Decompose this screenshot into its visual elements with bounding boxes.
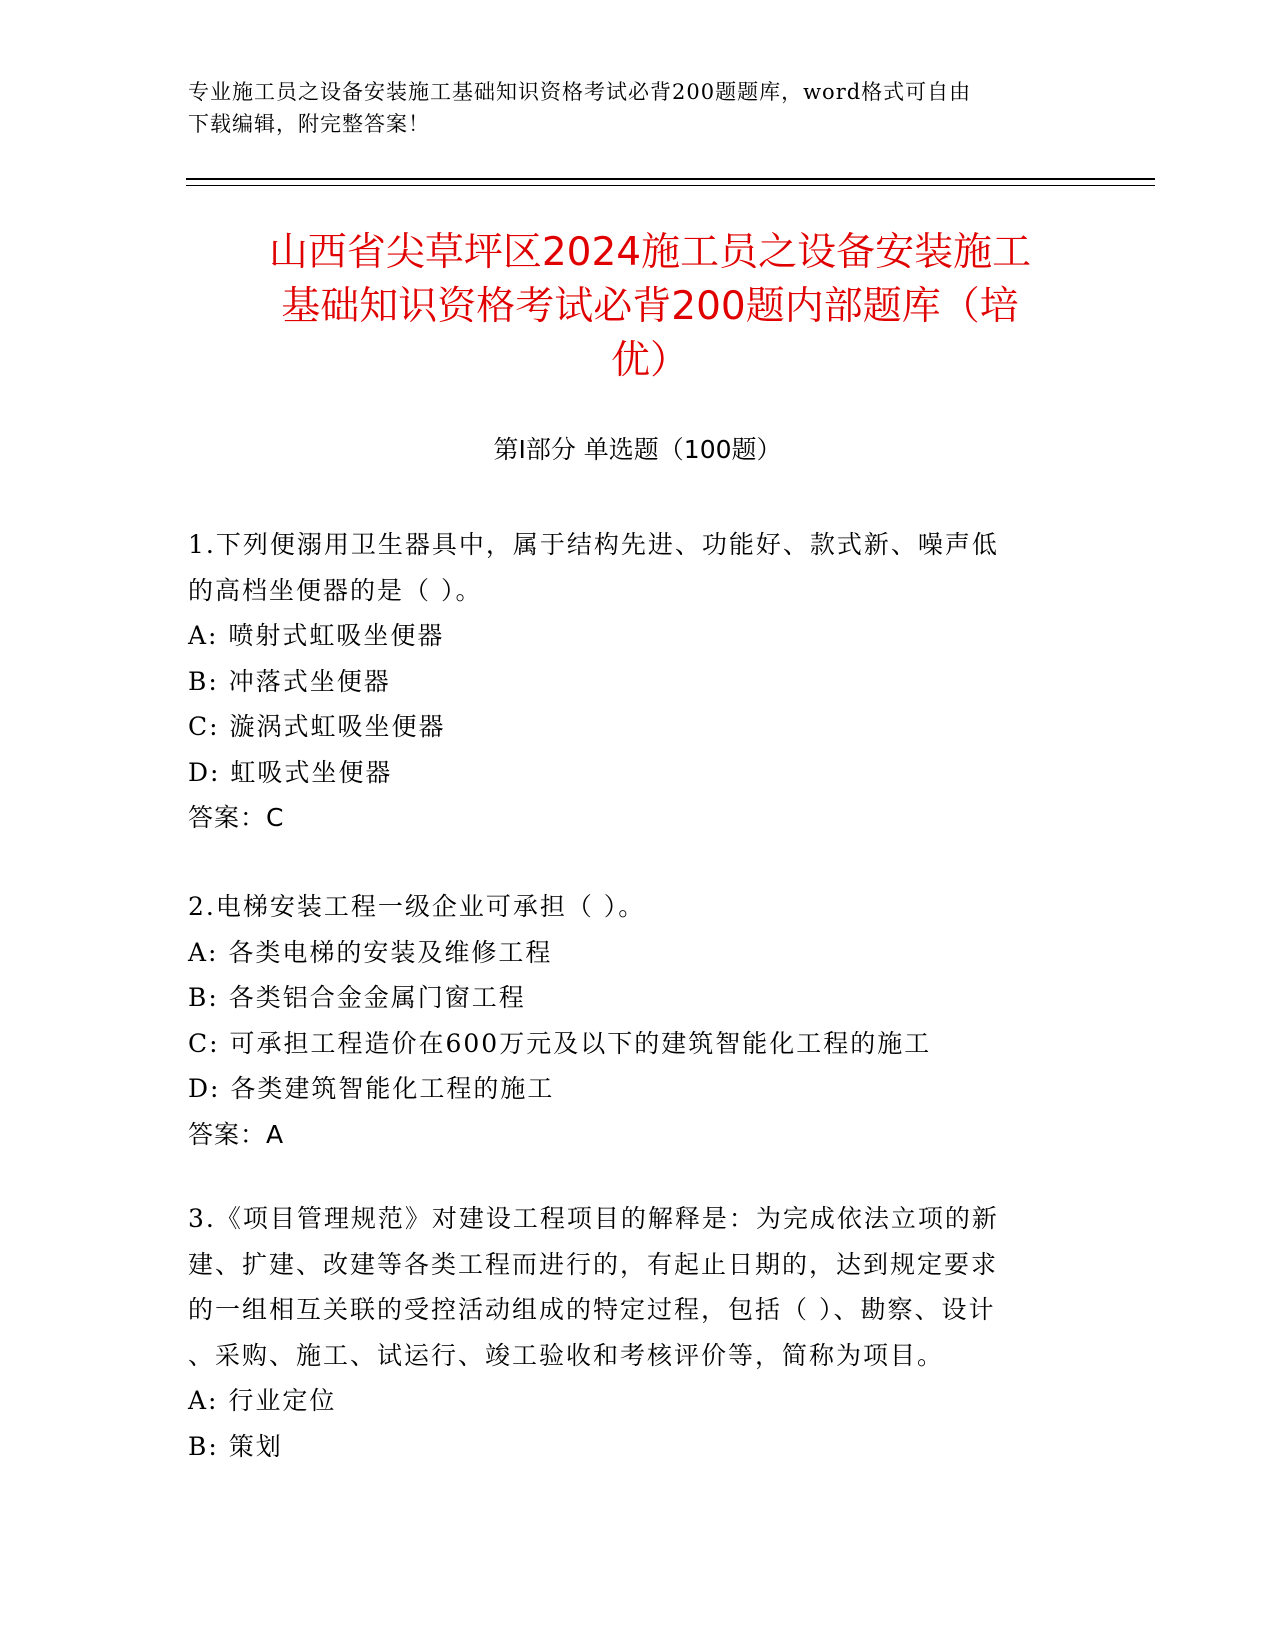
option-d: D: 虹吸式坐便器 — [188, 757, 393, 787]
question-stem: 建、扩建、改建等各类工程而进行的，有起止日期的，达到规定要求 — [188, 1249, 999, 1279]
header-note-line: 下载编辑，附完整答案！ — [188, 112, 430, 136]
question-stem: 2.电梯安装工程一级企业可承担（ ）。 — [188, 892, 646, 921]
option-b: B: 各类铝合金金属门窗工程 — [188, 983, 526, 1012]
question-stem: 、采购、施工、试运行、竣工验收和考核评价等，简称为项目。 — [188, 1340, 945, 1370]
header-divider-thick — [186, 178, 1155, 180]
document-title — [150, 226, 1150, 388]
title-line: 山西省尖草坪区2024施工员之设备安装施工 — [268, 230, 1032, 275]
question-stem: 的一组相互关联的受控活动组成的特定过程，包括（ ）、勘察、设计 — [188, 1295, 996, 1324]
question-stem: 1.下列便溺用卫生器具中，属于结构先进、功能好、款式新、噪声低 — [188, 530, 999, 559]
option-a: A: 行业定位 — [188, 1386, 337, 1415]
question-stem: 的高档坐便器的是（ ）。 — [188, 575, 483, 605]
header-note — [188, 76, 1088, 140]
option-a: A: 喷射式虹吸坐便器 — [188, 621, 445, 650]
answer-line: 答案：A — [188, 1119, 285, 1149]
question-block — [188, 1196, 1088, 1469]
header-divider-thin — [186, 185, 1155, 186]
header-note-line: 专业施工员之设备安装施工基础知识资格考试必背200题题库，word格式可自由 — [188, 80, 972, 104]
option-d: D: 各类建筑智能化工程的施工 — [188, 1074, 555, 1103]
question-stem: 3.《项目管理规范》对建设工程项目的解释是：为完成依法立项的新 — [188, 1204, 999, 1233]
title-line: 基础知识资格考试必背200题内部题库（培 — [281, 284, 1019, 329]
option-a: A: 各类电梯的安装及维修工程 — [188, 937, 553, 967]
question-block — [188, 522, 1088, 841]
section-heading: 第Ⅰ部分 单选题（100题） — [493, 435, 782, 464]
option-c: C: 可承担工程造价在600万元及以下的建筑智能化工程的施工 — [188, 1028, 932, 1058]
option-b: B: 冲落式坐便器 — [188, 666, 391, 696]
option-c: C: 漩涡式虹吸坐便器 — [188, 712, 446, 741]
answer-line: 答案：C — [188, 803, 285, 832]
question-block — [188, 884, 1088, 1157]
title-line: 优） — [610, 338, 689, 383]
option-b: B: 策划 — [188, 1431, 283, 1461]
